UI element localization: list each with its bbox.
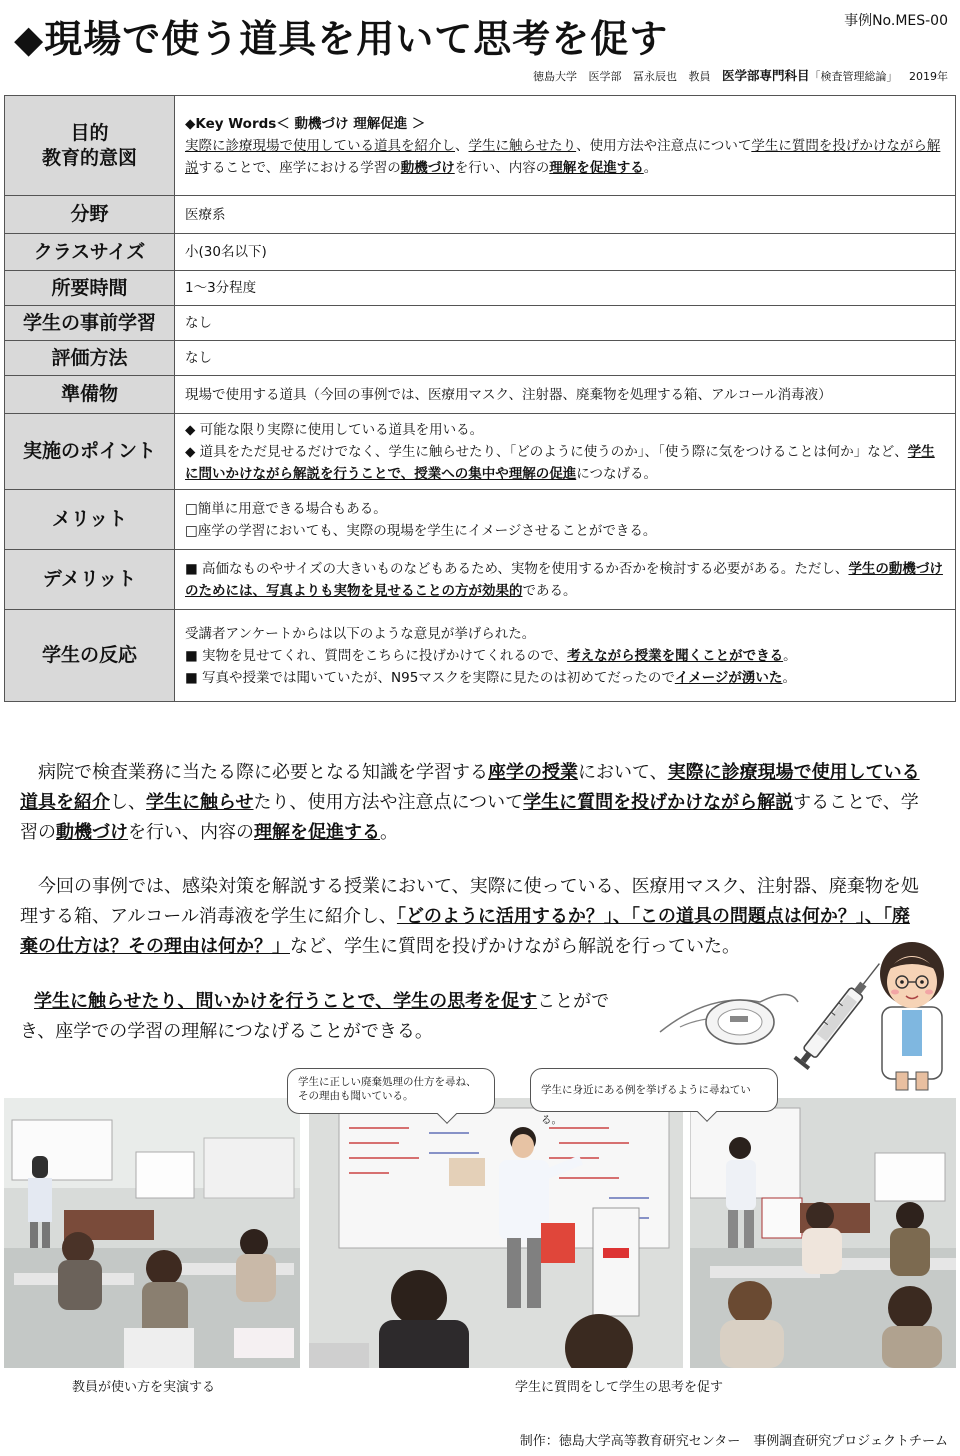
speech-bubble-1-line2: その理由も聞いている。 xyxy=(298,1090,414,1102)
teacher-icon xyxy=(880,942,944,1090)
case-info-table xyxy=(4,95,956,702)
keywords: ◆Key Words＜ 動機づけ 理解促進 ＞ xyxy=(185,115,426,132)
label-demerits: デメリット xyxy=(5,550,175,610)
reactions-line3: ■ 写真や授業では聞いていたが、N95マスクを実際に見たのは初めてだったのでイメージが湧いた。 xyxy=(185,669,796,686)
body-paragraph-1: 病院で検査業務に当たる際に必要となる知識を学習する座学の授業において、実際に診療現場で使用している道具を紹介し、学生に触らせたり、使用方法や注意点について学生に質問を投げかけながら解説することで、学習の動機づけを行い、内容の理解を促進する。 xyxy=(20,762,920,843)
value-duration: 1～3分程度 xyxy=(175,271,956,306)
row-prep-study xyxy=(5,306,956,341)
row-merits xyxy=(5,490,956,550)
value-field: 医療系 xyxy=(175,196,956,234)
row-field xyxy=(5,196,956,234)
reactions-line1: 受講者アンケートからは以下のような意見が挙げられた。 xyxy=(185,625,536,642)
row-purpose xyxy=(5,96,956,196)
speech-bubble-2-text: 学生に身近にある例を挙げるように尋ねている。 xyxy=(541,1084,751,1126)
row-class-size xyxy=(5,234,956,271)
row-points xyxy=(5,414,956,490)
row-duration xyxy=(5,271,956,306)
row-materials xyxy=(5,376,956,414)
value-merits xyxy=(175,490,956,550)
value-evaluation: なし xyxy=(175,341,956,376)
row-reactions xyxy=(5,610,956,702)
classroom-photo-3 xyxy=(690,1098,956,1368)
label-merits: メリット xyxy=(5,490,175,550)
merits-line2: □座学の学習においても、実際の現場を学生にイメージさせることができる。 xyxy=(185,522,657,539)
label-purpose-line2: 教育的意図 xyxy=(41,146,137,169)
label-materials: 準備物 xyxy=(5,376,175,414)
page-title: ◆現場で使う道具を用いて思考を促す xyxy=(14,17,669,61)
label-purpose xyxy=(5,96,175,196)
course-type: 医学部専門科目 xyxy=(721,68,810,83)
label-class-size: クラスサイズ xyxy=(5,234,175,271)
label-purpose-line1: 目的 xyxy=(70,121,109,144)
purpose-text: 実際に診療現場で使用している道具を紹介し、学生に触らせたり、使用方法や注意点について学生に質問を投げかけながら解説することで、座学における学習の動機づけを行い、内容の理解を促進する。 xyxy=(185,137,941,176)
footer-credit: 制作：徳島大学高等教育研究センター 事例調査研究プロジェクトチーム xyxy=(519,1434,948,1449)
label-evaluation: 評価方法 xyxy=(5,341,175,376)
institution: 徳島大学 xyxy=(532,70,577,83)
speech-bubble-2 xyxy=(530,1068,778,1126)
value-points xyxy=(175,414,956,490)
classroom-photo-1 xyxy=(4,1098,300,1368)
row-demerits xyxy=(5,550,956,610)
value-reactions xyxy=(175,610,956,702)
row-evaluation xyxy=(5,341,956,376)
speech-bubble-1 xyxy=(287,1068,495,1114)
label-prep-study: 学生の事前学習 xyxy=(5,306,175,341)
value-prep-study: なし xyxy=(175,306,956,341)
speech-bubble-1-line1: 学生に正しい廃棄処理の仕方を尋ね、 xyxy=(298,1076,477,1088)
faculty: 医学部 xyxy=(588,70,622,83)
author-role: 教員 xyxy=(688,70,711,83)
reactions-line2: ■ 実物を見せてくれ、質問をこちらに投げかけてくれるので、考えながら授業を聞くことができる。 xyxy=(185,647,797,664)
caption-1: 教員が使い方を実演する xyxy=(72,1380,216,1395)
label-field: 分野 xyxy=(5,196,175,234)
mask-icon xyxy=(660,995,798,1045)
case-number: 事例No.MES-00 xyxy=(844,13,948,29)
author-name: 冨永辰也 xyxy=(632,70,677,83)
label-duration: 所要時間 xyxy=(5,271,175,306)
label-points: 実施のポイント xyxy=(5,414,175,490)
value-class-size: 小(30名以下) xyxy=(175,234,956,271)
merits-line1: □簡単に用意できる場合もある。 xyxy=(185,500,387,517)
points-line2: ◆ 道具をただ見せるだけでなく、学生に触らせたり、「どのように使うのか」、「使う際に気をつけることは何か」など、学生に問いかけながら解説を行うことで、授業への集中や理解の促進につなげる。 xyxy=(185,443,935,482)
value-demerits: ■ 高価なものやサイズの大きいものなどもあるため、実物を使用するか否かを検討する必要がある。ただし、学生の動機づけのためには、写真よりも実物を見せることの方が効果的である。 xyxy=(175,550,956,610)
body-paragraph-3: 学生に触らせたり、問いかけを行うことで、学生の思考を促すことができ、座学での学習の理解につなげることができる。 xyxy=(20,991,610,1042)
points-line1: ◆ 可能な限り実際に使用している道具を用いる。 xyxy=(185,421,484,438)
body-paragraph-2: 今回の事例では、感染対策を解説する授業において、実際に使っている、医療用マスク、注射器、廃棄物を処理する箱、アルコール消毒液を学生に紹介し、「どのように活用するか？」、「この道具の問題点は何か？」、「廃棄の仕方は？その理由は何か？」など、学生に質問を投げかけながら解説を行っていた。 xyxy=(20,876,919,957)
syringe-icon xyxy=(794,958,887,1070)
value-materials: 現場で使用する道具（今回の事例では、医療用マスク、注射器、廃棄物を処理する箱、アルコール消毒液） xyxy=(175,376,956,414)
caption-2: 学生に質問をして学生の思考を促す xyxy=(515,1380,724,1395)
value-purpose xyxy=(175,96,956,196)
year: 2019年 xyxy=(909,70,948,83)
classroom-photo-2 xyxy=(309,1098,683,1368)
label-reactions: 学生の反応 xyxy=(5,610,175,702)
course-name: 「検査管理総論」 xyxy=(809,70,898,83)
author-meta xyxy=(533,66,948,84)
